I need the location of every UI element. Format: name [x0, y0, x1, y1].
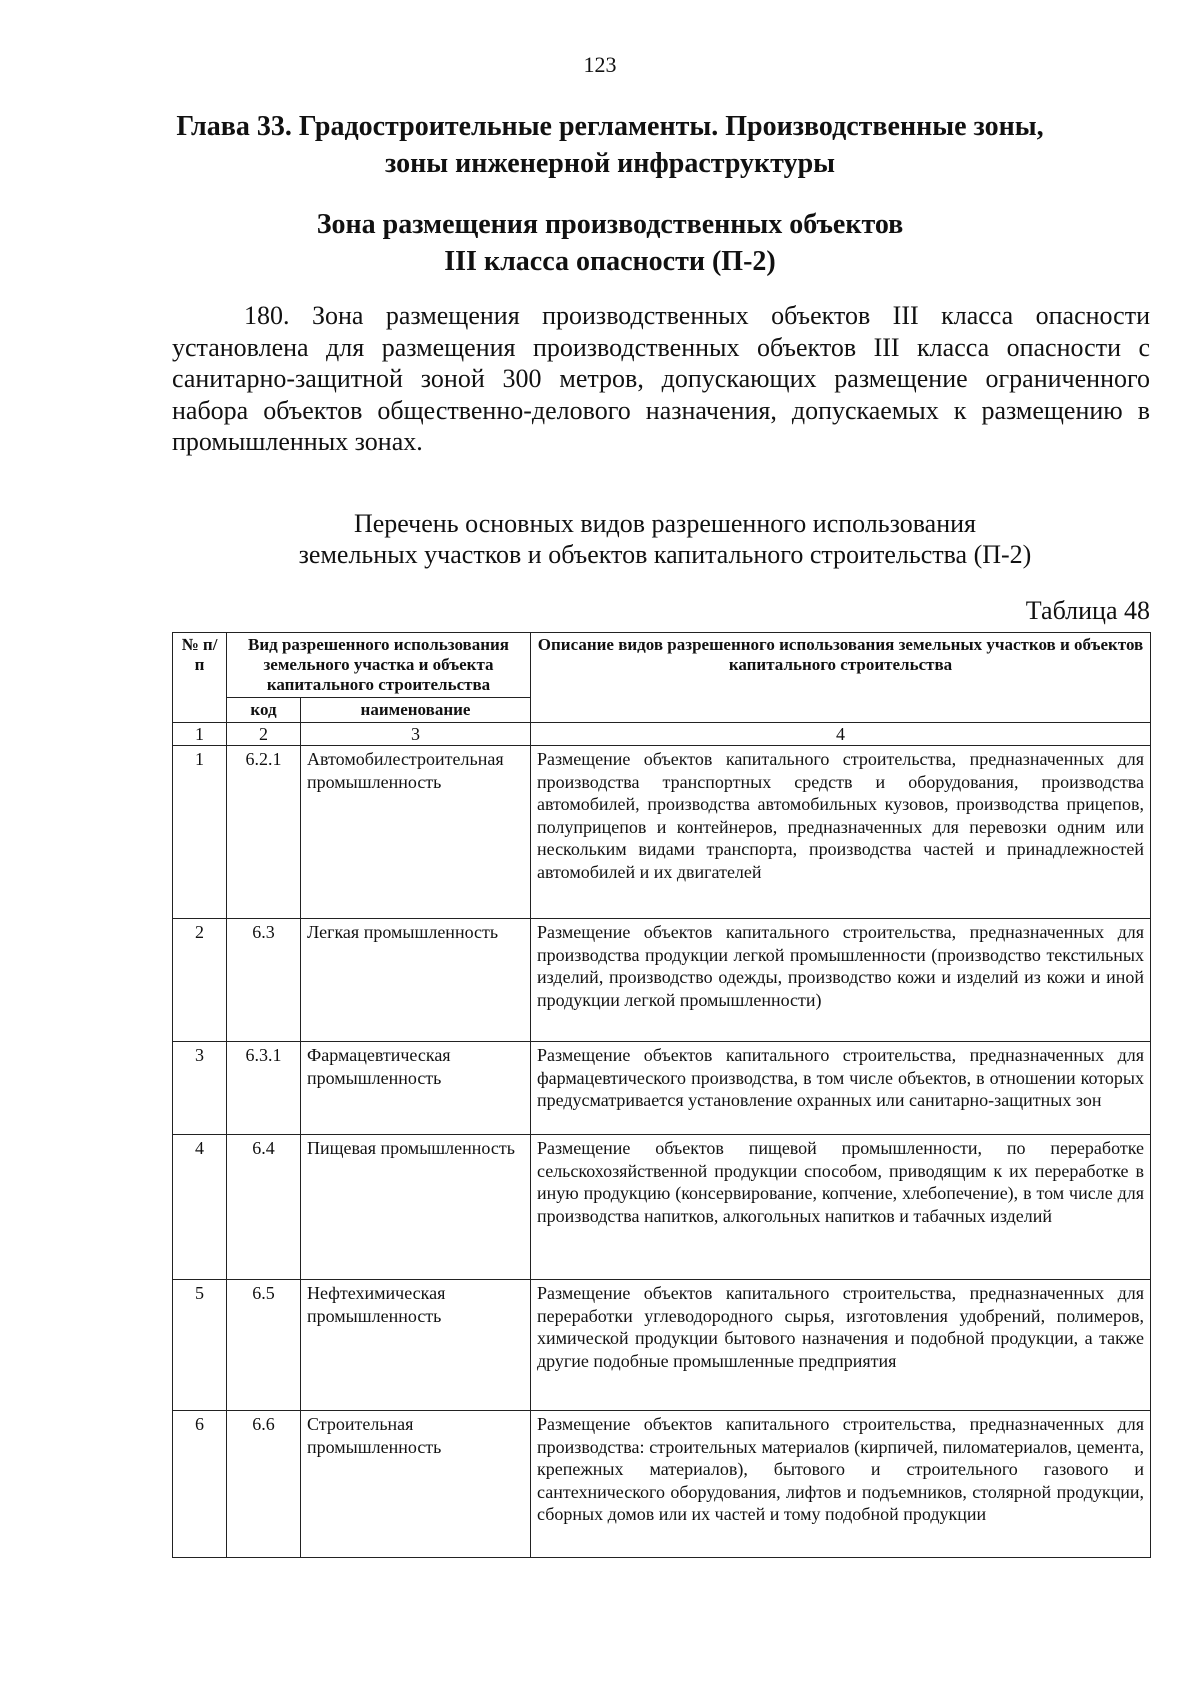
- index-cell: 1: [173, 723, 227, 746]
- table-row: [173, 1135, 1151, 1280]
- index-cell: 3: [301, 723, 531, 746]
- row-number: 4: [173, 1135, 227, 1280]
- header-description: Описание видов разрешенного использования земельных участков и объектов капитального строительства: [531, 633, 1151, 723]
- row-description: Размещение объектов капитального строительства, предназначенных для фармацевтического производства, в том числе объектов, в отношении которых предусматривается установление охранных или санитарно-защитных зон: [531, 1042, 1151, 1135]
- row-number: 6: [173, 1411, 227, 1558]
- index-cell: 2: [227, 723, 301, 746]
- row-description: Размещение объектов капитального строительства, предназначенных для производства транспортных средств и оборудования, производства автомобилей, производства автомобильных кузовов, производства прицепов, полуприцепов и контейнеров, предназначенных для перевозки одним или нескольким видами транспорта, производства частей и принадлежностей автомобилей и их двигателей: [531, 746, 1151, 919]
- zone-title-line-1: Зона размещения производственных объектов: [316, 209, 904, 240]
- header-kind: Вид разрешенного использования земельного участка и объекта капитального строительства: [227, 633, 531, 698]
- row-code: 6.6: [227, 1411, 301, 1558]
- header-num: № п/п: [173, 633, 227, 723]
- row-description: Размещение объектов капитального строительства, предназначенных для производства: строительных материалов (кирпичей, пиломатериалов, цемента, крепежных материалов), бытового и строительного газового и сантехнического оборудования, лифтов и подъемников, столярной продукции, сборных домов или их частей и тому подобной продукции: [531, 1411, 1151, 1558]
- row-description: Размещение объектов капитального строительства, предназначенных для переработки углеводородного сырья, изготовления удобрений, полимеров, химической продукции бытового назначения и подобной продукции, а также другие подобные промышленные предприятия: [531, 1280, 1151, 1411]
- row-name: Фармацевтическая промышленность: [301, 1042, 531, 1135]
- row-name: Пищевая промышленность: [301, 1135, 531, 1280]
- row-code: 6.5: [227, 1280, 301, 1411]
- chapter-title: [150, 108, 1070, 182]
- header-name: наименование: [301, 698, 531, 723]
- page-number: 123: [583, 52, 617, 77]
- row-code: 6.4: [227, 1135, 301, 1280]
- table-row: [173, 1411, 1151, 1558]
- header-code: код: [227, 698, 301, 723]
- row-number: 5: [173, 1280, 227, 1411]
- row-name: Нефтехимическая промышленность: [301, 1280, 531, 1411]
- row-name: Легкая промышленность: [301, 919, 531, 1042]
- row-description: Размещение объектов пищевой промышленности, по переработке сельскохозяйственной продукции способом, приводящим к их переработке в иную продукцию (консервирование, копчение, хлебопечение), в том числе для производства напитков, алкогольных напитков и табачных изделий: [531, 1135, 1151, 1280]
- row-code: 6.3.1: [227, 1042, 301, 1135]
- table-row: [173, 746, 1151, 919]
- row-number: 3: [173, 1042, 227, 1135]
- table-row: [173, 1280, 1151, 1411]
- table-index-row: [173, 723, 1151, 746]
- list-title-line-1: Перечень основных видов разрешенного использования: [353, 509, 977, 538]
- row-description: Размещение объектов капитального строительства, предназначенных для производства продукции легкой промышленности (производство текстильных изделий, производство одежды, производство кожи и изделий из кожи и иной продукции легкой промышленности): [531, 919, 1151, 1042]
- zone-title-line-2: III класса опасности (П-2): [444, 246, 776, 277]
- table-caption: Таблица 48: [1025, 596, 1150, 625]
- row-name: Автомобилестроительная промышленность: [301, 746, 531, 919]
- row-number: 1: [173, 746, 227, 919]
- index-cell: 4: [531, 723, 1151, 746]
- chapter-title-line-1: Глава 33. Градостроительные регламенты. Производственные зоны,: [176, 111, 1044, 142]
- paragraph-text: 180. Зона размещения производственных объектов III класса опасности установлена для размещения производственных объектов III класса опасности с санитарно-защитной зоной 300 метров, допускающих размещение ограниченного набора объектов общественно-делового назначения, допускаемых к размещению в промышленных зонах.: [172, 301, 1150, 456]
- chapter-title-line-2: зоны инженерной инфраструктуры: [385, 148, 835, 179]
- table-row: [173, 919, 1151, 1042]
- row-code: 6.2.1: [227, 746, 301, 919]
- row-number: 2: [173, 919, 227, 1042]
- table-header-row: [173, 633, 1151, 698]
- permitted-uses-table: [172, 632, 1151, 1558]
- row-code: 6.3: [227, 919, 301, 1042]
- table-row: [173, 1042, 1151, 1135]
- zone-description-paragraph: [172, 300, 1150, 458]
- list-title-line-2: земельных участков и объектов капитального строительства (П-2): [298, 540, 1032, 569]
- zone-title: [150, 206, 1070, 280]
- row-name: Строительная промышленность: [301, 1411, 531, 1558]
- list-title: [180, 508, 1150, 570]
